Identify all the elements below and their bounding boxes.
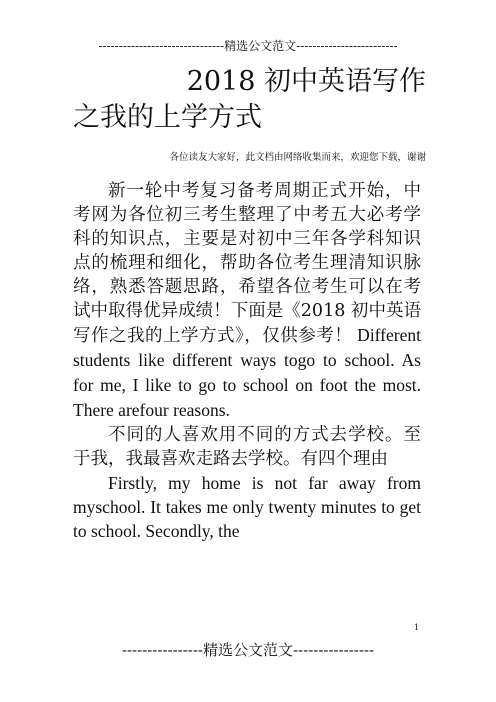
document-title [73,64,426,136]
document-body [73,179,421,543]
download-note: 各位读友大家好，此文档由网络收集而来，欢迎您下载，谢谢 [169,152,426,163]
title-line-1: 2018 初中英语写作 [186,66,426,97]
paragraph-reasons: Firstly, my home is not far away from myschool. It takes me only twenty minutes to get to school. Secondly, the [73,473,421,541]
page-header: -------------------------------精选公文范文------------------------- [98,39,398,53]
paragraph-intro-cn: 新一轮中考复习备考周期正式开始，中考网为各位初三考生整理了中考五大必考学科的知识点，主要是对初中三年各学科知识点的梳理和细化，帮助各位考生理清知识脉络，熟悉答题思路，希望各位考生可以在考试中取得优异成绩！下面是《2018 初中英语写作之我的上学方式》，仅供参考！ [73,181,421,346]
paragraph-intro-en: Different students like different ways togo to school. As for me, I like to go to school on foot the most. There arefour reasons. [73,325,421,420]
paragraph-intro [73,179,421,423]
page-number: 1 [414,623,420,632]
title-line-2: 之我的上学方式 [73,102,262,133]
page-footer: ----------------精选公文范文---------------- [121,641,375,659]
paragraph-translation: 不同的人喜欢用不同的方式去学校。至于我，我最喜欢走路去学校。有四个理由 [73,425,421,469]
